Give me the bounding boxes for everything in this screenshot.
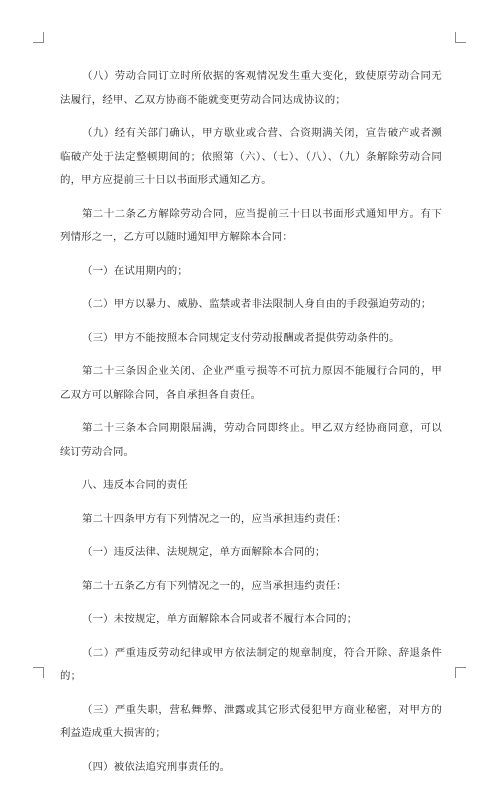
section-heading: 八、违反本合同的责任 bbox=[82, 479, 188, 491]
clause-item: （三）严重失职，营私舞弊、泄露或其它形式侵犯甲方商业秘密，对甲方的利益造成重大损害的； bbox=[60, 703, 442, 739]
clause-item: （一）在试用期内的； bbox=[82, 264, 188, 277]
clause-item: （二）严重违反劳动纪律或甲方依法制定的规章制度，符合开除、辞退条件的； bbox=[60, 646, 442, 682]
clause-item: （一）未按规定，单方面解除本合同或者不履行本合同的； bbox=[82, 613, 358, 625]
clause-paragraph: 第二十四条甲方有下列情况之一的，应当承担违约责任： bbox=[82, 512, 347, 525]
clause-paragraph: （八）劳动合同订立时所依据的客观情况发生重大变化，致使原劳动合同无法履行，经甲、乙双方协商不能就变更劳动合同达成协议的； bbox=[60, 70, 442, 106]
clause-item: （一）违反法律、法规规定，单方面解除本合同的； bbox=[82, 546, 326, 558]
clause-paragraph: （九）经有关部门确认，甲方歇业或合营、合资期满关闭，宣告破产或者濒临破产处于法定整顿期间的；依照第（六）、（七）、（八）、（九）条解除劳动合同的，甲方应提前三十日以书面形式通知乙方。 bbox=[60, 127, 442, 186]
crop-mark-bottom-right bbox=[455, 667, 466, 678]
clause-paragraph: 第二十二条乙方解除劳动合同，应当提前三十日以书面形式通知甲方。有下列情形之一，乙方可以随时通知甲方解除本合同： bbox=[60, 207, 442, 243]
document-body bbox=[60, 65, 442, 789]
clause-item: （二）甲方以暴力、威胁、监禁或者非法限制人身自由的手段强迫劳动的； bbox=[82, 298, 432, 310]
clause-paragraph: 第二十三条本合同期限届满，劳动合同即终止。甲乙双方经协商同意，可以续订劳动合同。 bbox=[60, 422, 442, 458]
crop-mark-top-right bbox=[455, 32, 466, 43]
clause-item: （三）甲方不能按照本合同规定支付劳动报酬或者提供劳动条件的。 bbox=[82, 331, 400, 344]
crop-mark-bottom-left bbox=[33, 667, 44, 678]
clause-paragraph: 第二十三条因企业关闭、企业严重亏损等不可抗力原因不能履行合同的，甲乙双方可以解除合同，各自承担各自责任。 bbox=[60, 365, 442, 401]
clause-item: （四）被依法追究刑事责任的。 bbox=[82, 760, 231, 773]
clause-paragraph: 第二十五条乙方有下列情况之一的，应当承担违约责任： bbox=[82, 579, 347, 592]
crop-mark-top-left bbox=[33, 32, 44, 43]
